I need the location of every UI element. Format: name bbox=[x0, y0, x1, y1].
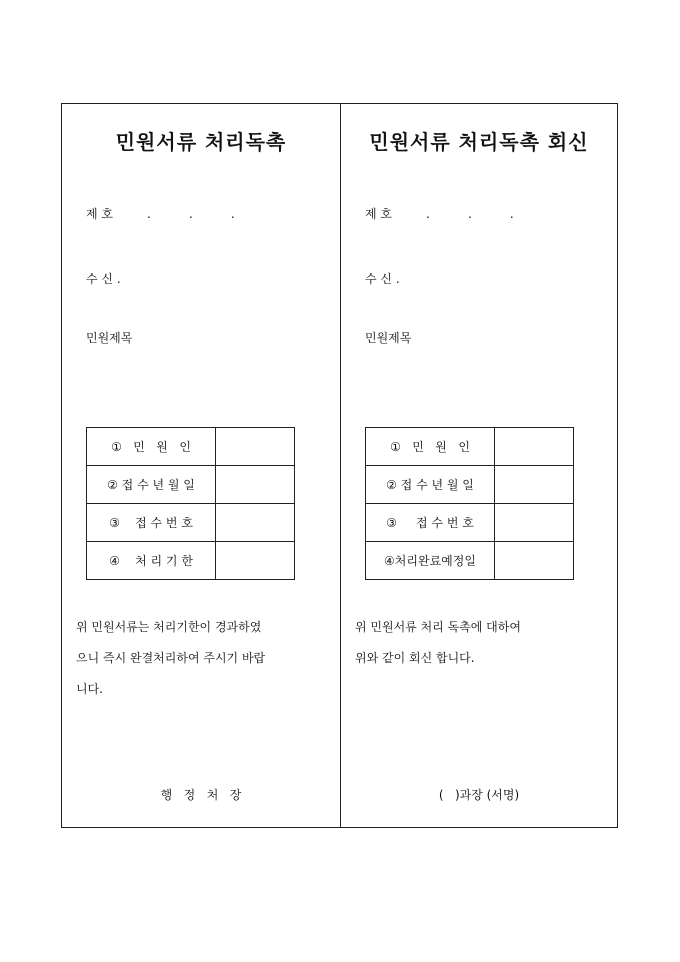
table-row bbox=[366, 504, 574, 542]
receipt-date-label: ② 접 수 년 월 일 bbox=[87, 466, 216, 504]
body-line: 위와 같이 회신 합니다. bbox=[355, 651, 475, 665]
receipt-number-label: ③ 접 수 번 호 bbox=[366, 504, 495, 542]
signature-line: 행 정 처 장 bbox=[160, 788, 242, 802]
applicant-label: ① 민 원 인 bbox=[87, 428, 216, 466]
panel-title: 민원서류 처리독촉 회신 bbox=[369, 130, 589, 154]
applicant-value-cell[interactable] bbox=[495, 428, 574, 466]
table-row bbox=[87, 428, 295, 466]
expected-completion-value-cell[interactable] bbox=[495, 542, 574, 580]
recipient-label: 수 신 . bbox=[86, 272, 121, 286]
body-text bbox=[76, 612, 326, 705]
receipt-number-value-cell[interactable] bbox=[216, 504, 295, 542]
applicant-value-cell[interactable] bbox=[216, 428, 295, 466]
body-line: 위 민원서류는 처리기한이 경과하였 bbox=[76, 620, 262, 634]
reply-panel bbox=[341, 104, 617, 827]
document-number-field bbox=[86, 205, 235, 222]
reminder-panel bbox=[62, 104, 341, 827]
receipt-number-value-cell[interactable] bbox=[495, 504, 574, 542]
document-number-dots: . . . bbox=[147, 207, 235, 221]
table-row bbox=[366, 542, 574, 580]
signature-line: ( )과장 (서명) bbox=[438, 788, 520, 802]
deadline-value-cell[interactable] bbox=[216, 542, 295, 580]
document-number-label: 제 호 bbox=[365, 207, 392, 221]
info-table bbox=[86, 427, 295, 580]
document-number-dots: . . . bbox=[426, 207, 514, 221]
applicant-label: ① 민 원 인 bbox=[366, 428, 495, 466]
table-row bbox=[366, 466, 574, 504]
deadline-label: ④ 처 리 기 한 bbox=[87, 542, 216, 580]
subject-label: 민원제목 bbox=[365, 331, 412, 345]
panel-title: 민원서류 처리독촉 bbox=[115, 130, 287, 154]
body-line: 위 민원서류 처리 독촉에 대하여 bbox=[355, 620, 521, 634]
document-number-label: 제 호 bbox=[86, 207, 113, 221]
receipt-number-label: ③ 접 수 번 호 bbox=[87, 504, 216, 542]
table-row bbox=[87, 466, 295, 504]
subject-label: 민원제목 bbox=[86, 331, 133, 345]
body-text bbox=[355, 612, 605, 674]
document-number-field bbox=[365, 205, 514, 222]
form-sheet bbox=[61, 103, 618, 828]
recipient-label: 수 신 . bbox=[365, 272, 400, 286]
expected-completion-label: ④처리완료예정일 bbox=[366, 542, 495, 580]
table-row bbox=[87, 504, 295, 542]
info-table bbox=[365, 427, 574, 580]
receipt-date-label: ② 접 수 년 월 일 bbox=[366, 466, 495, 504]
receipt-date-value-cell[interactable] bbox=[495, 466, 574, 504]
body-line: 으니 즉시 완결처리하여 주시기 바랍 bbox=[76, 651, 266, 665]
table-row bbox=[87, 542, 295, 580]
table-row bbox=[366, 428, 574, 466]
body-line: 니다. bbox=[76, 682, 103, 696]
receipt-date-value-cell[interactable] bbox=[216, 466, 295, 504]
